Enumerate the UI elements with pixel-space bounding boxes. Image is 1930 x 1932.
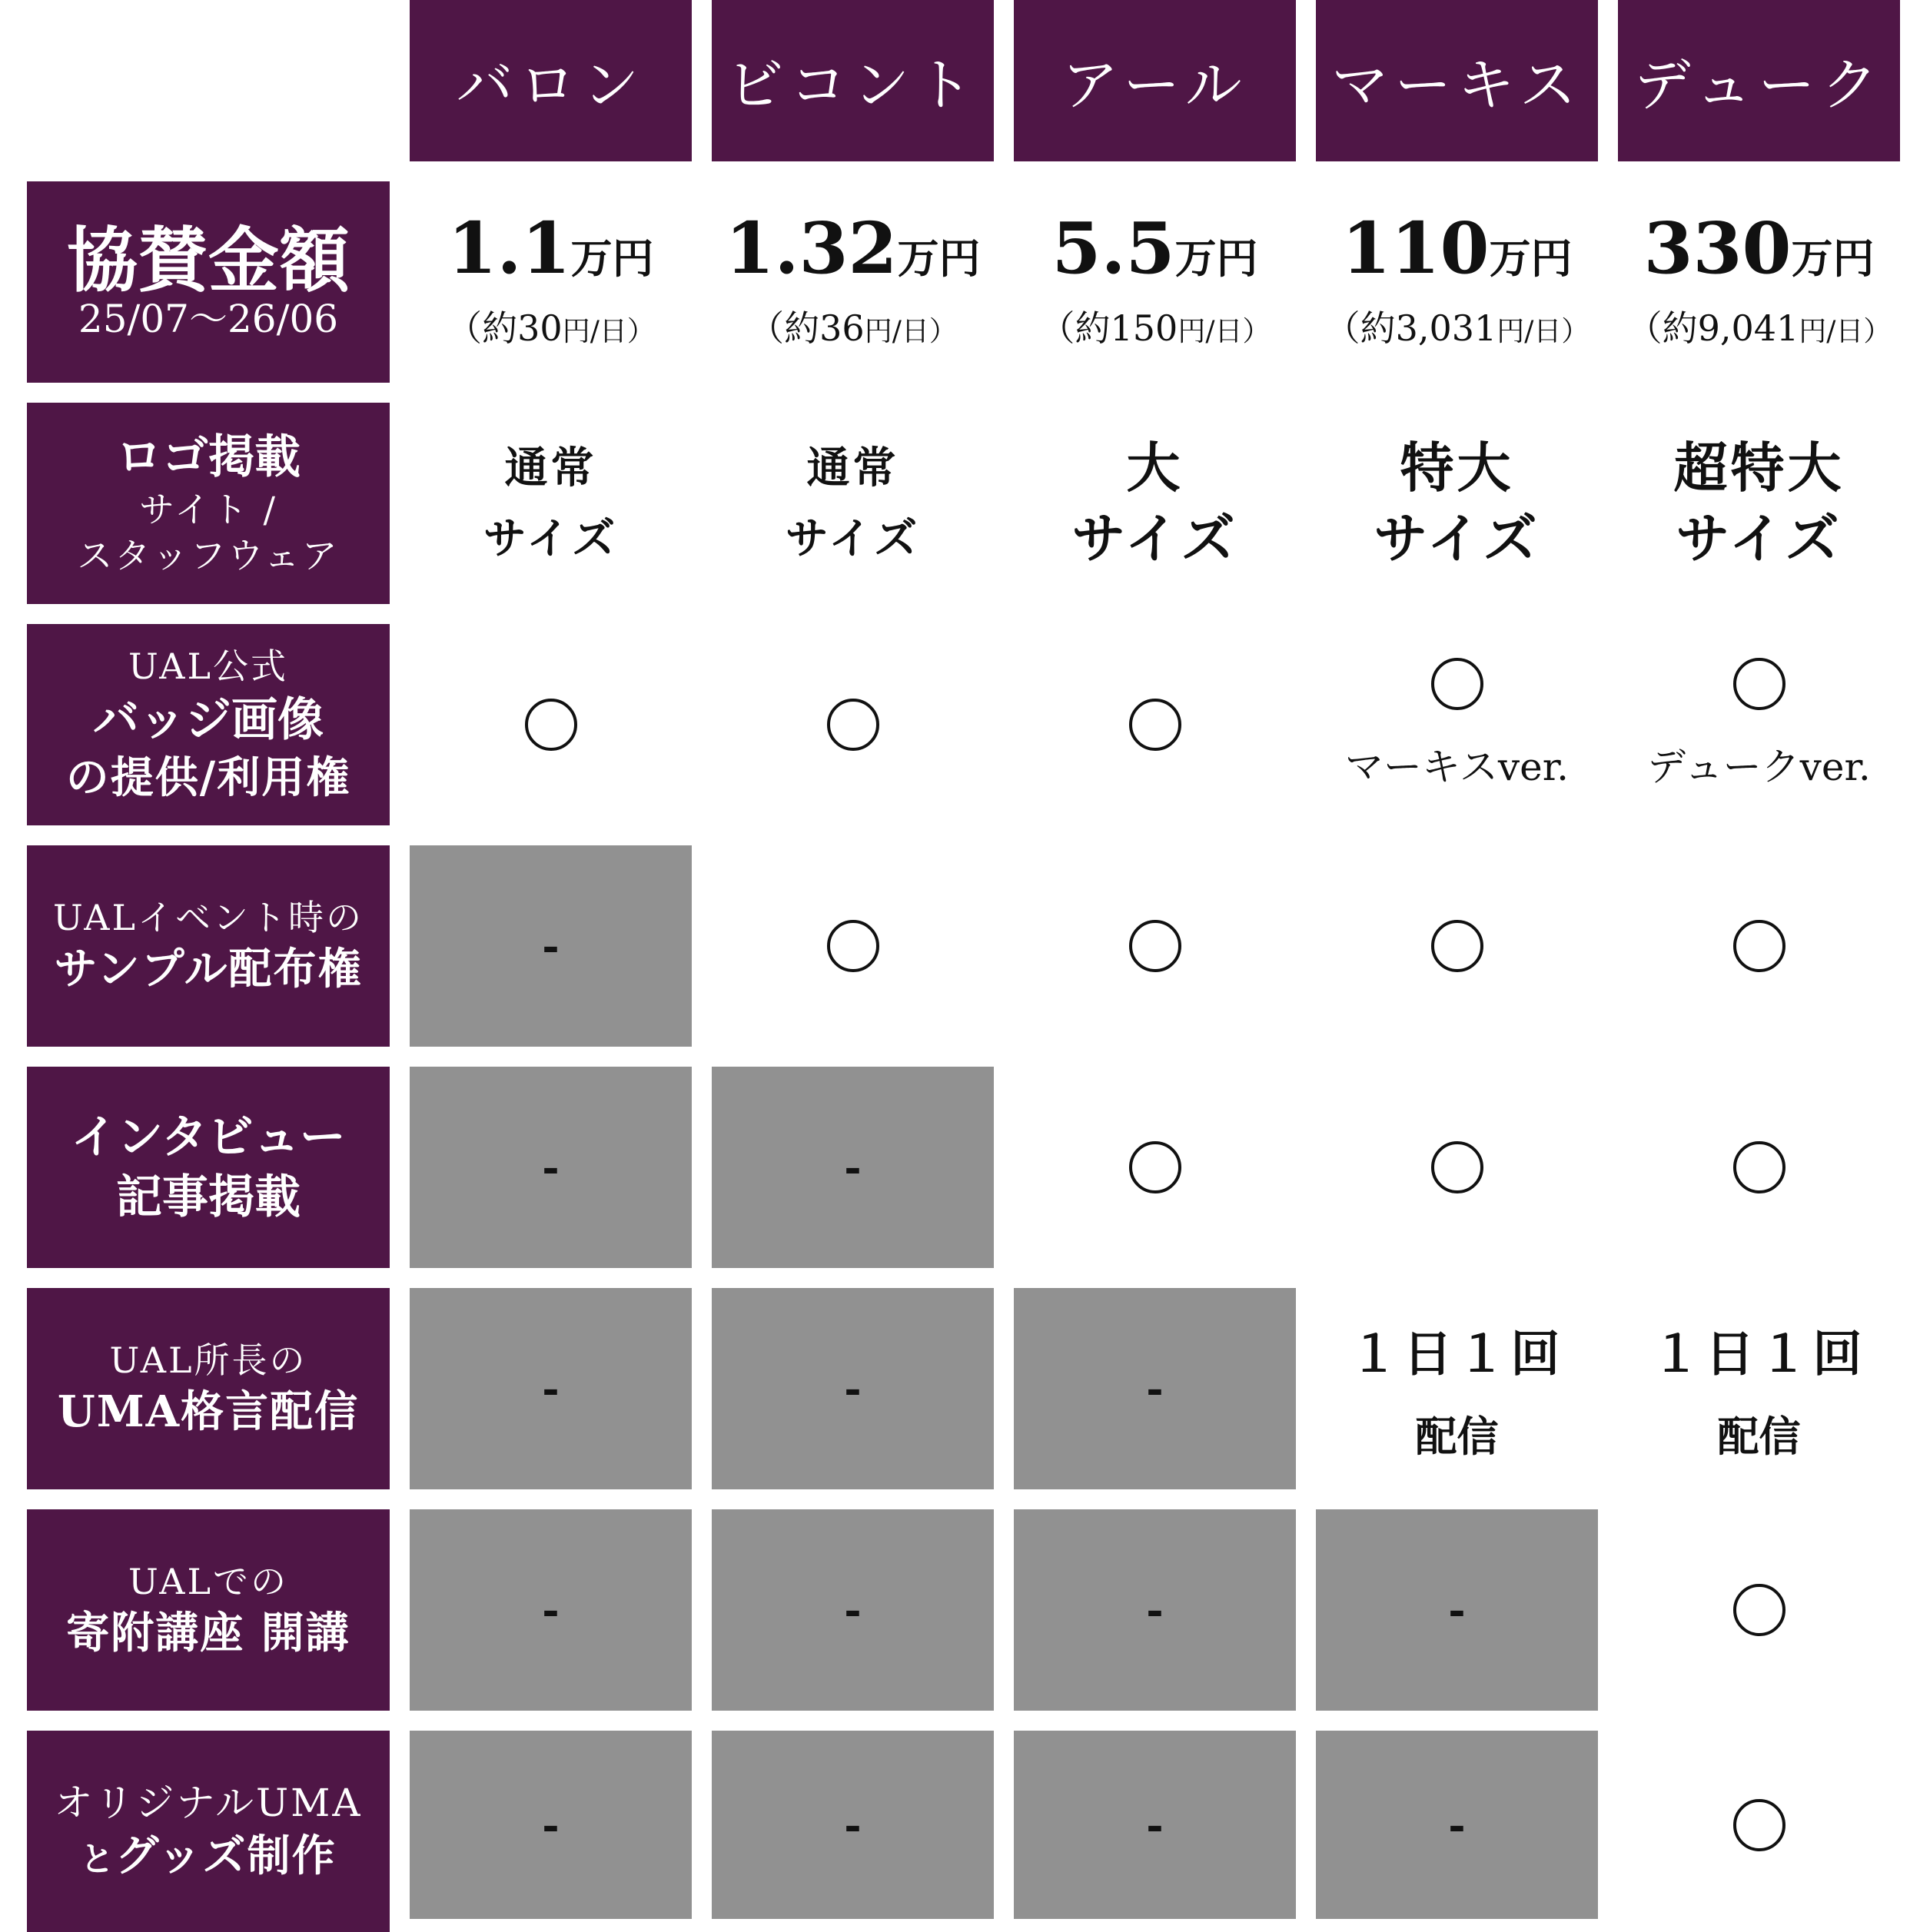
price-daily-unit: 円/日） bbox=[562, 316, 655, 347]
sample-cell-baron bbox=[410, 845, 692, 1047]
row-subtitle: UAL公式 bbox=[128, 645, 289, 687]
price-unit: 万円 bbox=[1791, 234, 1875, 283]
logo-cell-viscount bbox=[712, 403, 994, 604]
interview-cell-marquis bbox=[1316, 1067, 1598, 1268]
row-title: バッジ画像 bbox=[93, 692, 324, 747]
available-circle-icon bbox=[1733, 1799, 1785, 1851]
interview-cell-earl bbox=[1014, 1067, 1296, 1268]
price-cell-duke bbox=[1618, 181, 1900, 383]
goods-cell-marquis bbox=[1316, 1731, 1598, 1919]
interview-cell-duke bbox=[1618, 1067, 1900, 1268]
lecture-cell-baron bbox=[410, 1509, 692, 1711]
available-circle-icon bbox=[1733, 1141, 1785, 1193]
available-circle-icon bbox=[1129, 699, 1181, 751]
sample-cell-viscount bbox=[712, 845, 994, 1047]
price-daily: （約9,041 bbox=[1626, 307, 1799, 349]
tier-label: ビコント bbox=[726, 52, 979, 118]
logo-size: 大 bbox=[1126, 435, 1184, 500]
maxim-cell-earl bbox=[1014, 1288, 1296, 1489]
logo-cell-marquis bbox=[1316, 403, 1598, 604]
tier-label: バロン bbox=[456, 52, 646, 118]
unavailable-dash: - bbox=[844, 1143, 862, 1192]
price-unit: 万円 bbox=[570, 234, 654, 283]
interview-cell-baron bbox=[410, 1067, 692, 1268]
row-head-badge bbox=[27, 624, 390, 825]
available-circle-icon bbox=[1733, 920, 1785, 972]
lecture-cell-duke bbox=[1618, 1509, 1900, 1711]
logo-size: サイズ bbox=[785, 513, 921, 564]
interview-cell-viscount bbox=[712, 1067, 994, 1268]
unavailable-dash: - bbox=[1146, 1800, 1164, 1850]
row-head-maxim bbox=[27, 1288, 390, 1489]
price-number: 330 bbox=[1643, 207, 1792, 290]
price-daily: （約150 bbox=[1039, 307, 1178, 349]
row-title: ロゴ掲載 bbox=[116, 430, 301, 485]
price-cell-earl bbox=[1014, 181, 1296, 383]
row-subtitle: オリジナルUMA bbox=[54, 1781, 363, 1826]
price-daily-unit: 円/日） bbox=[1799, 316, 1892, 347]
tier-header-marquis bbox=[1316, 0, 1598, 161]
price-daily: （約30 bbox=[447, 307, 563, 349]
price-cell-baron bbox=[410, 181, 692, 383]
row-head-amount bbox=[27, 181, 390, 383]
available-circle-icon bbox=[827, 699, 879, 751]
price-number: 5.5 bbox=[1051, 207, 1175, 290]
goods-cell-duke bbox=[1618, 1731, 1900, 1919]
row-title-particle: と bbox=[80, 1840, 116, 1880]
logo-size: サイズ bbox=[1374, 506, 1540, 570]
price-daily-unit: 円/日） bbox=[1496, 316, 1590, 347]
row-title: 協賛金額 bbox=[66, 219, 350, 303]
row-head-sample bbox=[27, 845, 390, 1047]
badge-version-note: マーキスver. bbox=[1344, 745, 1570, 789]
logo-size: サイズ bbox=[1071, 506, 1238, 570]
available-circle-icon bbox=[1129, 1141, 1181, 1193]
row-subtitle: UALイベント時の bbox=[52, 896, 364, 938]
tier-label: マーキス bbox=[1331, 52, 1583, 118]
logo-size: サイズ bbox=[1676, 506, 1842, 570]
available-circle-icon bbox=[525, 699, 577, 751]
unavailable-dash: - bbox=[844, 1585, 862, 1635]
unavailable-dash: - bbox=[542, 1143, 560, 1192]
row-head-lecture bbox=[27, 1509, 390, 1711]
price-cell-marquis bbox=[1316, 181, 1598, 383]
badge-cell-duke bbox=[1618, 624, 1900, 825]
logo-cell-duke bbox=[1618, 403, 1900, 604]
unavailable-dash: - bbox=[542, 1364, 560, 1413]
row-title: 寄附講座 開講 bbox=[66, 1607, 350, 1658]
price-unit: 万円 bbox=[1489, 234, 1573, 283]
lecture-cell-marquis bbox=[1316, 1509, 1598, 1711]
goods-cell-earl bbox=[1014, 1731, 1296, 1919]
logo-size: 特大 bbox=[1400, 435, 1514, 500]
price-cell-viscount bbox=[712, 181, 994, 383]
unavailable-dash: - bbox=[1146, 1585, 1164, 1635]
tier-label: アール bbox=[1061, 52, 1248, 118]
available-circle-icon bbox=[1733, 1584, 1785, 1636]
delivery-frequency: １日１回 bbox=[1651, 1325, 1867, 1383]
logo-cell-earl bbox=[1014, 403, 1296, 604]
maxim-cell-duke bbox=[1618, 1288, 1900, 1489]
badge-cell-baron bbox=[410, 624, 692, 825]
available-circle-icon bbox=[1431, 658, 1483, 710]
available-circle-icon bbox=[1431, 920, 1483, 972]
sample-cell-duke bbox=[1618, 845, 1900, 1047]
goods-cell-baron bbox=[410, 1731, 692, 1919]
logo-cell-baron bbox=[410, 403, 692, 604]
available-circle-icon bbox=[1733, 658, 1785, 710]
delivery-label: 配信 bbox=[1717, 1411, 1801, 1461]
row-period: 25/07〜26/06 bbox=[78, 296, 339, 341]
lecture-cell-earl bbox=[1014, 1509, 1296, 1711]
row-subtitle: スタッフウェア bbox=[77, 535, 340, 576]
tier-header-viscount bbox=[712, 0, 994, 161]
row-subtitle: UALでの bbox=[128, 1560, 289, 1602]
price-number: 110 bbox=[1341, 207, 1490, 290]
maxim-cell-baron bbox=[410, 1288, 692, 1489]
logo-size: 通常 bbox=[504, 442, 597, 493]
row-head-goods bbox=[27, 1731, 390, 1932]
unavailable-dash: - bbox=[1146, 1364, 1164, 1413]
unavailable-dash: - bbox=[542, 921, 560, 971]
price-daily: （約3,031 bbox=[1324, 307, 1497, 349]
badge-version-note: デュークver. bbox=[1647, 745, 1871, 789]
row-title: の提供/利用権 bbox=[65, 752, 351, 803]
badge-cell-marquis bbox=[1316, 624, 1598, 825]
logo-size: サイズ bbox=[483, 513, 619, 564]
row-title: UMA格言配信 bbox=[57, 1386, 360, 1437]
tier-header-duke bbox=[1618, 0, 1900, 161]
unavailable-dash: - bbox=[1448, 1585, 1466, 1635]
available-circle-icon bbox=[1431, 1141, 1483, 1193]
price-unit: 万円 bbox=[897, 234, 981, 283]
lecture-cell-viscount bbox=[712, 1509, 994, 1711]
row-subtitle: サイト / bbox=[139, 489, 277, 531]
unavailable-dash: - bbox=[844, 1800, 862, 1850]
row-title: インタビュー bbox=[71, 1110, 346, 1164]
price-daily: （約36 bbox=[749, 307, 865, 349]
price-unit: 万円 bbox=[1174, 234, 1258, 283]
row-head-logo bbox=[27, 403, 390, 604]
logo-size: 通常 bbox=[806, 442, 899, 493]
row-subtitle: UAL所長の bbox=[109, 1339, 307, 1381]
delivery-label: 配信 bbox=[1415, 1411, 1499, 1461]
row-title: サンプル配布権 bbox=[54, 943, 363, 994]
available-circle-icon bbox=[1129, 920, 1181, 972]
available-circle-icon bbox=[827, 920, 879, 972]
maxim-cell-marquis bbox=[1316, 1288, 1598, 1489]
tier-label: デューク bbox=[1633, 52, 1885, 118]
unavailable-dash: - bbox=[542, 1585, 560, 1635]
unavailable-dash: - bbox=[1448, 1800, 1466, 1850]
maxim-cell-viscount bbox=[712, 1288, 994, 1489]
logo-size: 超特大 bbox=[1673, 435, 1845, 500]
tier-header-earl bbox=[1014, 0, 1296, 161]
unavailable-dash: - bbox=[542, 1800, 560, 1850]
goods-cell-viscount bbox=[712, 1731, 994, 1919]
row-head-interview bbox=[27, 1067, 390, 1268]
sample-cell-earl bbox=[1014, 845, 1296, 1047]
row-title: 記事掲載 bbox=[116, 1170, 301, 1224]
badge-cell-viscount bbox=[712, 624, 994, 825]
tier-header-baron bbox=[410, 0, 692, 161]
badge-cell-earl bbox=[1014, 624, 1296, 825]
delivery-frequency: １日１回 bbox=[1349, 1325, 1565, 1383]
row-title: グッズ制作 bbox=[115, 1831, 337, 1882]
sample-cell-marquis bbox=[1316, 845, 1598, 1047]
price-number: 1.32 bbox=[725, 207, 898, 290]
unavailable-dash: - bbox=[844, 1364, 862, 1413]
price-daily-unit: 円/日） bbox=[864, 316, 957, 347]
price-number: 1.1 bbox=[447, 207, 571, 290]
price-daily-unit: 円/日） bbox=[1178, 316, 1271, 347]
